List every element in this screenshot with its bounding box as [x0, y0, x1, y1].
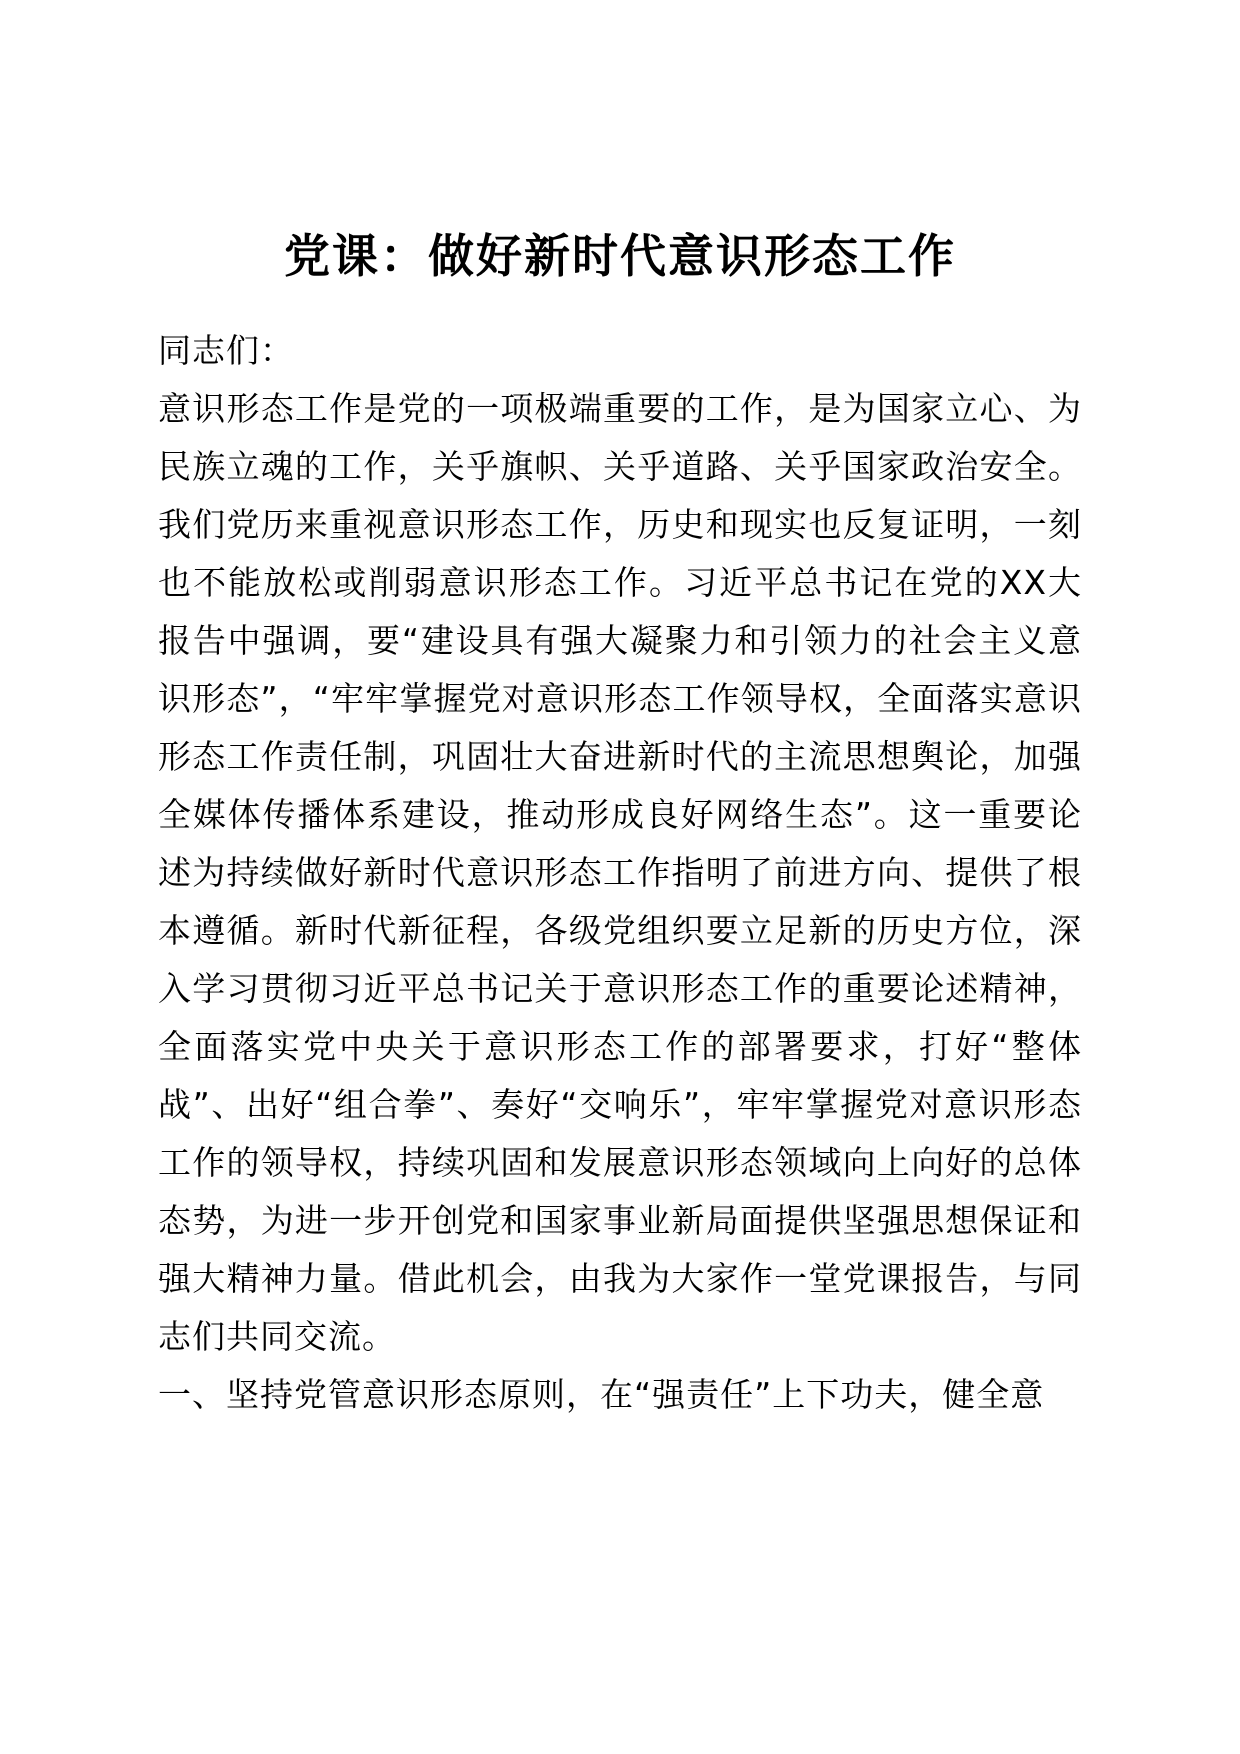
document-body — [158, 322, 1082, 1424]
salutation: 同志们： — [158, 331, 294, 370]
document-title: 党课：做好新时代意识形态工作 — [284, 229, 956, 283]
paragraph-intro: 意识形态工作是党的一项极端重要的工作，是为国家立心、为民族立魂的工作，关乎旗帜、关乎道路、关乎国家政治安全。我们党历来重视意识形态工作，历史和现实也反复证明，一刻也不能放松或削弱意识形态工作。习近平总书记在党的XX大报告中强调，要“建设具有强大凝聚力和引领力的社会主义意识形态”，“牢牢掌握党对意识形态工作领导权，全面落实意识形态工作责任制，巩固壮大奋进新时代的主流思想舆论，加强全媒体传播体系建设，推动形成良好网络生态”。这一重要论述为持续做好新时代意识形态工作指明了前进方向、提供了根本遵循。新时代新征程，各级党组织要立足新的历史方位，深入学习贯彻习近平总书记关于意识形态工作的重要论述精神，全面落实党中央关于意识形态工作的部署要求，打好“整体战”、出好“组合拳”、奏好“交响乐”，牢牢掌握党对意识形态工作的领导权，持续巩固和发展意识形态领域向上向好的总体态势，为进一步开创党和国家事业新局面提供坚强思想保证和强大精神力量。借此机会，由我为大家作一堂党课报告，与同志们共同交流。 — [158, 389, 1082, 1356]
section-heading-1: 一、坚持党管意识形态原则，在“强责任”上下功夫，健全意 — [158, 1375, 1045, 1414]
